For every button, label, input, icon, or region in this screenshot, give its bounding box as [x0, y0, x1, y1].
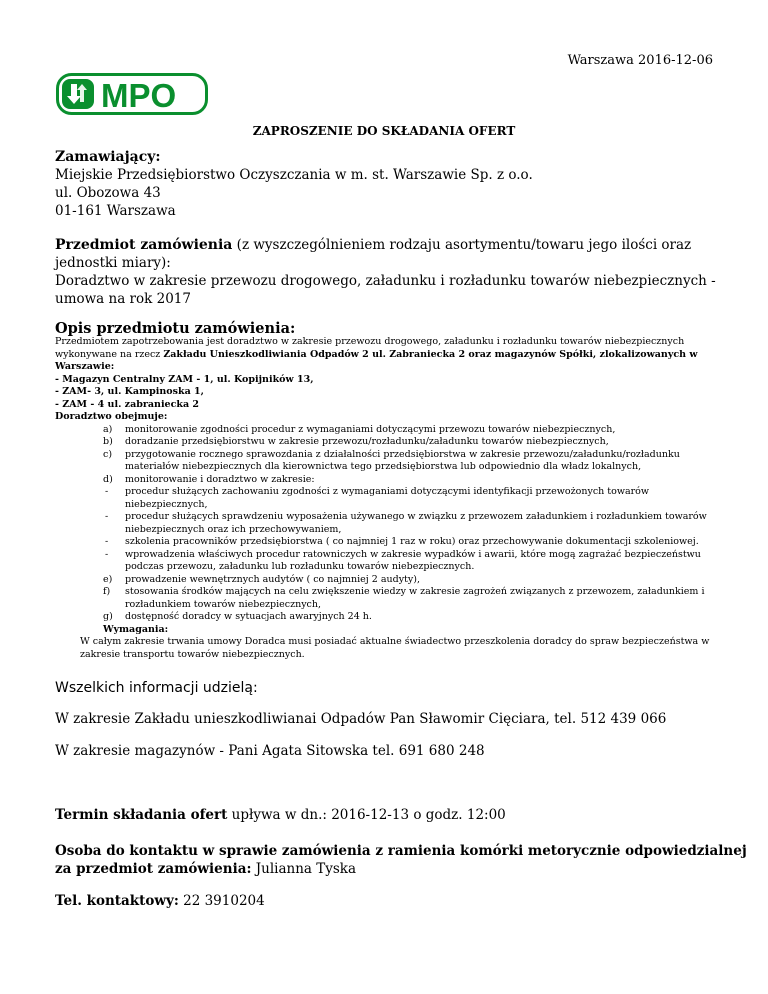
sub-scope-item	[55, 486, 717, 499]
mpo-logo	[56, 73, 208, 119]
sub-scope-mark: -	[105, 548, 109, 560]
scope-item-text: stosowania środków mających na celu zwiększenie wiedzy w zakresie zagrożeń związanych z przewozem, załadunkiem i	[125, 586, 705, 597]
contact-phone-value: 22 3910204	[178, 893, 265, 909]
sub-scope-text: szkolenia pracowników przedsiębiorstwa ( co najmniej 1 raz w roku) oraz przechowywanie dokumentacji szkoleniowej.	[125, 536, 699, 547]
document-title: ZAPROSZENIE DO SKŁADANIA OFERT	[252, 124, 516, 138]
subject-label: Przedmiot zamówienia	[55, 237, 233, 253]
deadline-label: Termin składania ofert	[55, 807, 228, 823]
orderer-label: Zamawiający:	[55, 149, 161, 165]
warehouse-item: - Magazyn Centralny ZAM - 1, ul. Kopijników 13,	[55, 373, 314, 385]
desc-p1-line2-plain: wykonywane na rzecz	[55, 348, 164, 360]
sub-scope-text: wprowadzenia właściwych procedur ratowniczych w zakresie wypadków i awarii, które mogą zagrażać bezpieczeństwu	[125, 548, 701, 560]
subject-label-suffix: (z wyszczególnieniem rodzaju asortymentu/towaru jego ilości oraz	[232, 237, 692, 253]
contact-phone-label: Tel. kontaktowy:	[55, 893, 179, 909]
scope-item-text: prowadzenie wewnętrznych audytów ( co najmniej 2 audyty),	[125, 573, 420, 585]
sub-scope-item	[55, 549, 717, 562]
scope-item	[55, 474, 717, 487]
deadline	[55, 806, 506, 824]
scope-item	[55, 449, 717, 462]
scope-item-mark: f)	[103, 586, 111, 597]
scope-item-text: przygotowanie rocznego sprawozdania z działalności przedsiębiorstwa w zakresie przewozu/załadunku/rozładunku	[125, 448, 680, 460]
requirements-line-2: zakresie transportu towarów niebezpiecznych.	[80, 648, 305, 660]
scope-item-mark: a)	[103, 423, 113, 435]
scope-item-mark: e)	[103, 573, 113, 585]
subject-section	[55, 236, 735, 308]
subject-line-2: jednostki miary):	[55, 255, 171, 271]
description-body	[55, 336, 717, 661]
logo-wordmark: MPO	[101, 77, 177, 114]
scope-item	[55, 436, 717, 449]
advisory-label: Doradztwo obejmuje:	[55, 411, 168, 422]
orderer-name: Miejskie Przedsiębiorstwo Oczyszczania w m. st. Warszawie Sp. z o.o.	[55, 167, 533, 183]
sub-scope-item	[55, 536, 717, 549]
sub-scope-mark: -	[105, 486, 109, 497]
contact-person-label-line1: Osoba do kontaktu w sprawie zamówienia z ramienia komórki metorycznie odpowiedzialnej	[55, 843, 747, 859]
scope-item-mark: d)	[103, 473, 113, 485]
scope-item-mark: b)	[103, 436, 113, 447]
document-date: Warszawa 2016-12-06	[567, 53, 713, 68]
scope-item-mark: c)	[103, 448, 113, 460]
deadline-value: upływa w dn.: 2016-12-13 o godz. 12:00	[227, 807, 506, 823]
scope-item-text: monitorowanie i doradztwo w zakresie:	[125, 473, 315, 485]
contact-person-label-line2: za przedmiot zamówienia:	[55, 861, 252, 877]
scope-item	[55, 611, 717, 624]
scope-item-text: doradzanie przedsiębiorstwu w zakresie przewozu/rozładunku/załadunku towarów niebezpiecznych,	[125, 436, 609, 447]
sub-scope-item	[55, 511, 717, 524]
requirements-line-1: W całym zakresie trwania umowy Doradca musi posiadać aktualne świadectwo przeszkolenia doradcy do spraw bezpieczeństwa w	[80, 636, 710, 647]
scope-item-continuation: rozładunkiem towarów niebezpiecznych,	[125, 598, 322, 610]
desc-p1-line3: Warszawie:	[55, 361, 115, 372]
scope-item	[55, 574, 717, 587]
sub-scope-continuation: niebezpiecznych,	[125, 498, 208, 510]
desc-p1-line1: Przedmiotem zapotrzebowania jest doradztwo w zakresie przewozu drogowego, załadunku i rozładunku towarów niebezpiecznych	[55, 336, 685, 347]
info-warehouse-contact: W zakresie magazynów - Pani Agata Sitowska tel. 691 680 248	[55, 743, 485, 759]
scope-item	[55, 586, 717, 599]
sub-scope-text: procedur służących zachowaniu zgodności z wymaganiami dotyczącymi identyfikacji przewożonych towarów	[125, 486, 650, 497]
sub-scope-text: procedur służących sprawdzeniu wyposażenia używanego w związku z przewozem załadunkiem i rozładunkiem towarów	[125, 511, 707, 522]
warehouse-item: - ZAM- 3, ul. Kampinoska 1,	[55, 386, 204, 397]
desc-p1-line2-bold: Zakładu Unieszkodliwiania Odpadów 2 ul. Zabraniecka 2 oraz magazynów Spółki, zlokalizowanych w	[163, 348, 698, 360]
sub-scope-mark: -	[105, 511, 109, 522]
sub-scope-continuation: podczas przewozu, załadunku lub rozładunku towarów niebezpiecznych.	[125, 561, 475, 572]
scope-item	[55, 424, 717, 437]
sub-scope-mark: -	[105, 536, 109, 547]
info-plant-contact: W zakresie Zakładu unieszkodliwianai Odpadów Pan Sławomir Cięciara, tel. 512 439 066	[55, 711, 667, 727]
info-heading: Wszelkich informacji udzielą:	[55, 680, 258, 696]
scope-item-text: dostępność doradcy w sytuacjach awaryjnych 24 h.	[125, 611, 372, 622]
warehouse-item: - ZAM - 4 ul. zabraniecka 2	[55, 398, 200, 410]
orderer-street: ul. Obozowa 43	[55, 185, 161, 201]
contact-person-name: Julianna Tyska	[251, 861, 357, 877]
requirements-label: Wymagania:	[103, 623, 169, 635]
description-heading: Opis przedmiotu zamówienia:	[55, 320, 296, 337]
subject-line-3: Doradztwo w zakresie przewozu drogowego, załadunku i rozładunku towarów niebezpiecznych -	[55, 273, 716, 289]
contact-person	[55, 842, 747, 878]
orderer-city: 01-161 Warszawa	[55, 203, 176, 219]
scope-item-mark: g)	[103, 611, 113, 622]
scope-item-continuation: materiałów niebezpiecznych dla kierownictwa tego przedsiębiorstwa lub odpowiednio dla władz lokalnych,	[125, 461, 642, 472]
orderer-section	[55, 148, 533, 220]
subject-line-4: umowa na rok 2017	[55, 291, 191, 307]
contact-phone	[55, 892, 265, 910]
sub-scope-continuation: niebezpiecznych oraz ich przechowywaniem,	[125, 523, 342, 535]
scope-item-text: monitorowanie zgodności procedur z wymaganiami dotyczącymi przewozu towarów niebezpiecznych,	[125, 423, 616, 435]
